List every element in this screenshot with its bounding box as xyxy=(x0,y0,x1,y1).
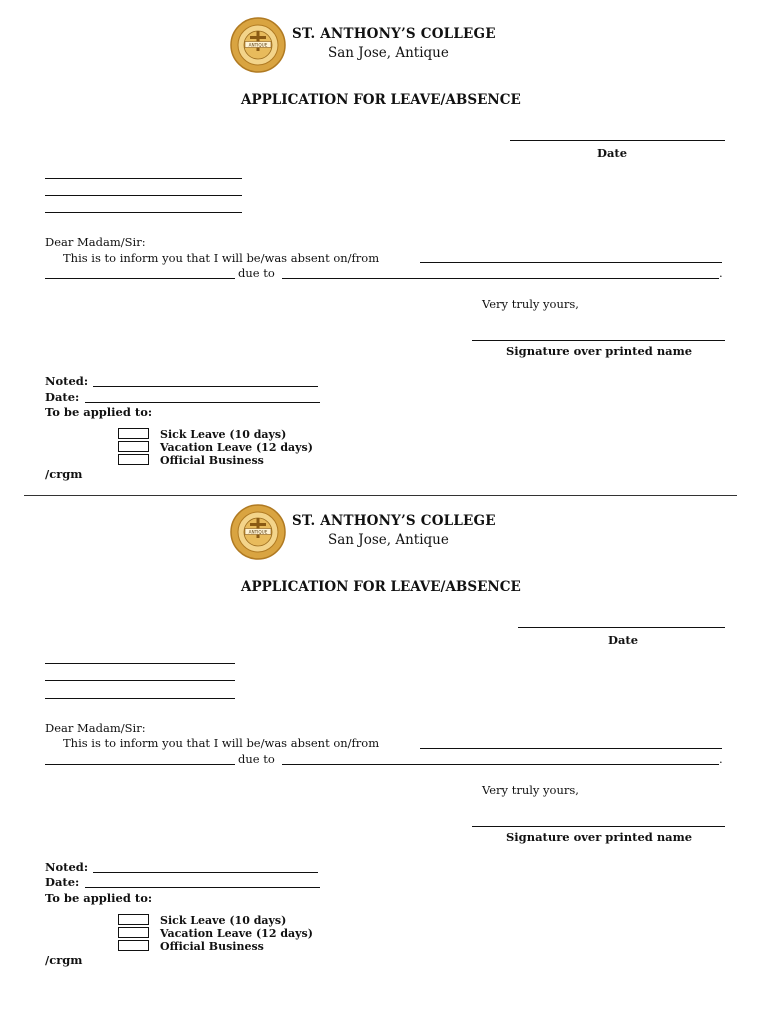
reason-line[interactable] xyxy=(282,764,719,765)
reason-line[interactable] xyxy=(282,278,719,279)
leave-form-1 xyxy=(0,0,770,490)
period-mark: . xyxy=(719,752,723,766)
absence-continuation-line[interactable] xyxy=(45,764,235,765)
initials: /crgm xyxy=(45,953,83,967)
option-vacation-leave: Vacation Leave (12 days) xyxy=(160,441,313,454)
seal-label: ANTIQUE xyxy=(248,529,268,535)
sick-leave-checkbox[interactable] xyxy=(118,914,149,925)
college-seal-icon xyxy=(230,17,286,73)
absence-date-line[interactable] xyxy=(420,748,722,749)
noted-label: Noted: xyxy=(45,860,89,874)
closing-text: Very truly yours, xyxy=(482,297,579,311)
sick-leave-checkbox[interactable] xyxy=(118,428,149,439)
option-official-business: Official Business xyxy=(160,454,264,467)
date-line[interactable] xyxy=(510,140,725,141)
date-label: Date xyxy=(597,146,628,160)
noted-line[interactable] xyxy=(93,872,318,873)
college-location: San Jose, Antique xyxy=(328,532,449,548)
seal-label: ANTIQUE xyxy=(248,42,268,48)
salutation: Dear Madam/Sir: xyxy=(45,721,146,735)
form-title: APPLICATION FOR LEAVE/ABSENCE xyxy=(241,92,521,108)
noted-label: Noted: xyxy=(45,374,89,388)
noted-line[interactable] xyxy=(93,386,318,387)
date2-line[interactable] xyxy=(85,402,320,403)
option-official-business: Official Business xyxy=(160,940,264,953)
option-sick-leave: Sick Leave (10 days) xyxy=(160,428,287,441)
closing-text: Very truly yours, xyxy=(482,783,579,797)
applied-label: To be applied to: xyxy=(45,405,153,419)
period-mark: . xyxy=(719,266,723,280)
address-line-2[interactable] xyxy=(45,680,235,681)
option-vacation-leave: Vacation Leave (12 days) xyxy=(160,927,313,940)
absence-continuation-line[interactable] xyxy=(45,278,235,279)
college-location: San Jose, Antique xyxy=(328,45,449,61)
address-line-1[interactable] xyxy=(45,178,242,179)
date-label: Date xyxy=(608,633,639,647)
date2-line[interactable] xyxy=(85,887,320,888)
due-to-label: due to xyxy=(238,752,275,766)
option-sick-leave: Sick Leave (10 days) xyxy=(160,914,287,927)
college-name: ST. ANTHONY’S COLLEGE xyxy=(292,513,496,529)
address-line-3[interactable] xyxy=(45,212,242,213)
salutation: Dear Madam/Sir: xyxy=(45,235,146,249)
address-line-3[interactable] xyxy=(45,698,235,699)
vacation-leave-checkbox[interactable] xyxy=(118,441,149,452)
initials: /crgm xyxy=(45,467,83,481)
due-to-label: due to xyxy=(238,266,275,280)
official-business-checkbox[interactable] xyxy=(118,940,149,951)
signature-label: Signature over printed name xyxy=(506,830,693,844)
leave-form-2 xyxy=(0,487,770,977)
absence-date-line[interactable] xyxy=(420,262,722,263)
signature-label: Signature over printed name xyxy=(506,344,693,358)
signature-line[interactable] xyxy=(472,826,725,827)
date2-label: Date: xyxy=(45,390,80,404)
signature-line[interactable] xyxy=(472,340,725,341)
date-line[interactable] xyxy=(518,627,725,628)
college-seal-icon xyxy=(230,504,286,560)
address-line-2[interactable] xyxy=(45,195,242,196)
vacation-leave-checkbox[interactable] xyxy=(118,927,149,938)
official-business-checkbox[interactable] xyxy=(118,454,149,465)
body-text: This is to inform you that I will be/was absent on/from xyxy=(63,736,380,750)
form-title: APPLICATION FOR LEAVE/ABSENCE xyxy=(241,579,521,595)
college-name: ST. ANTHONY’S COLLEGE xyxy=(292,26,496,42)
address-line-1[interactable] xyxy=(45,663,235,664)
applied-label: To be applied to: xyxy=(45,891,153,905)
body-text: This is to inform you that I will be/was absent on/from xyxy=(63,251,380,265)
date2-label: Date: xyxy=(45,875,80,889)
